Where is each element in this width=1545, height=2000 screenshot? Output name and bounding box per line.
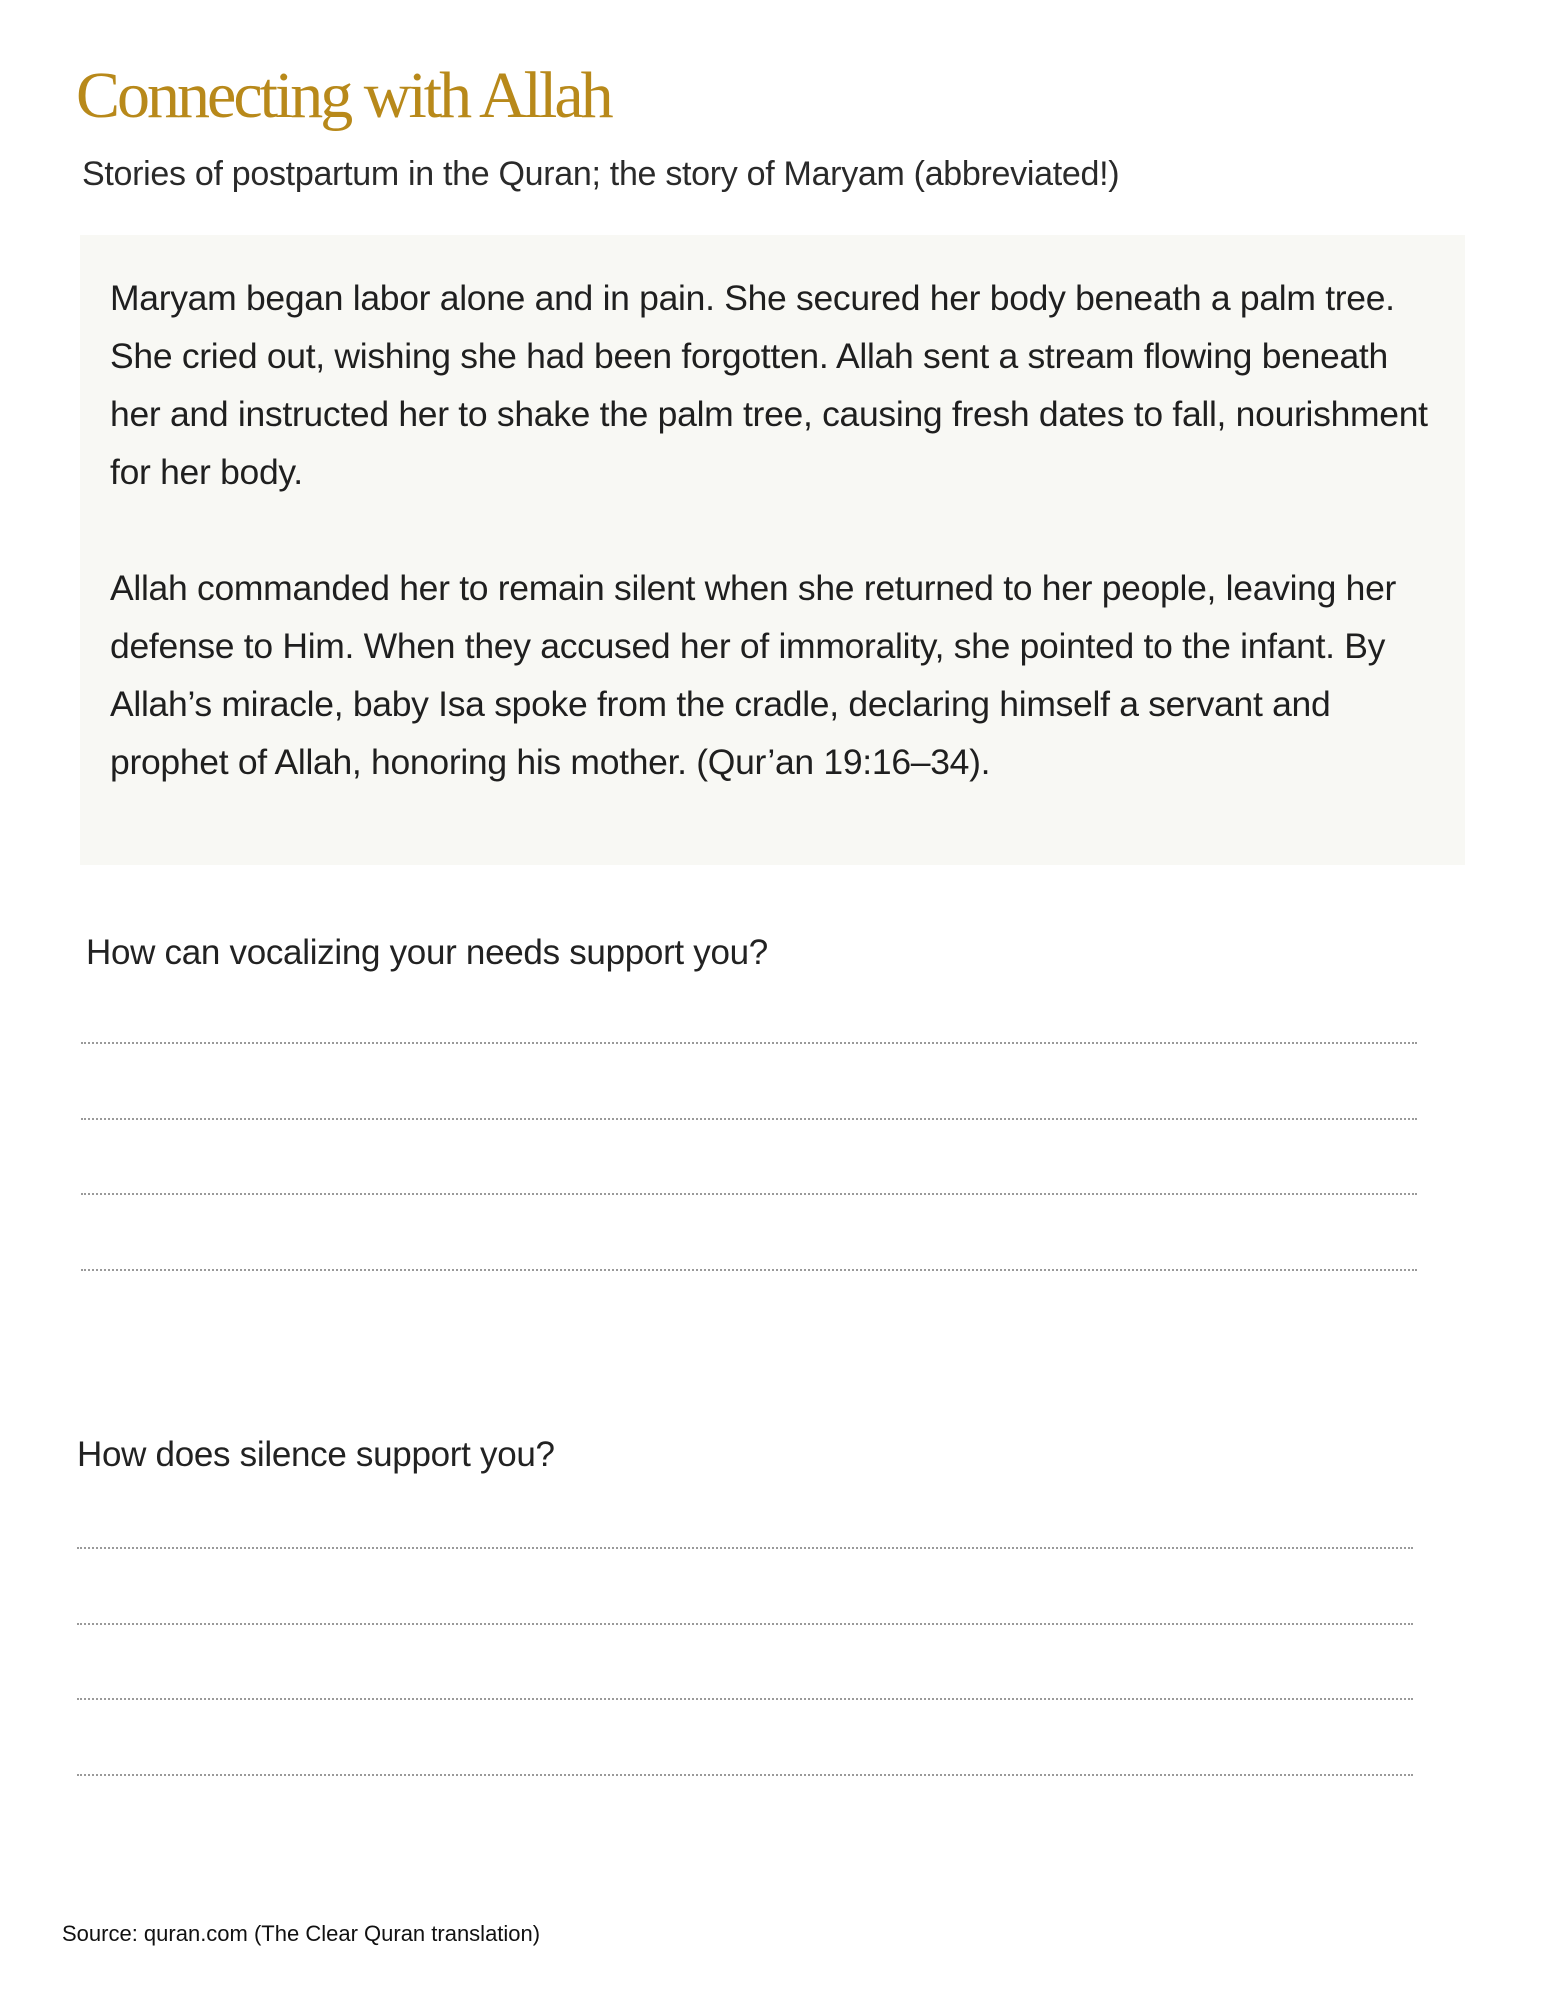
answer-line-q2-3[interactable] (77, 1698, 1413, 1700)
answer-line-q2-1[interactable] (77, 1547, 1413, 1549)
story-paragraph-2: Allah commanded her to remain silent when she returned to her people, leaving her defense to Him. When they accused her of immorality, she pointed to the infant. By Allah’s miracle, baby Isa spoke from the cradle, declaring himself a servant and prophet of Allah, honoring his mother. (Qur’an 19:16–34). (110, 568, 1397, 782)
page-subtitle: Stories of postpartum in the Quran; the story of Maryam (abbreviated!) (82, 155, 1120, 193)
story-paragraph-1: Maryam began labor alone and in pain. She secured her body beneath a palm tree. She cried out, wishing she had been forgotten. Allah sent a stream flowing beneath her and instructed her to shake the palm tree, causing fresh dates to fall, nourishment for her body. (110, 278, 1428, 492)
source-citation: Source: quran.com (The Clear Quran translation) (62, 1921, 541, 1946)
answer-line-q1-1[interactable] (81, 1042, 1417, 1044)
question-silence: How does silence support you? (77, 1435, 555, 1474)
answer-line-q2-4[interactable] (77, 1774, 1413, 1776)
story-box (80, 235, 1465, 865)
answer-line-q1-4[interactable] (81, 1269, 1417, 1271)
answer-line-q1-3[interactable] (81, 1193, 1417, 1195)
answer-line-q2-2[interactable] (77, 1623, 1413, 1625)
page-title: Connecting with Allah (76, 59, 611, 132)
question-vocalizing-needs: How can vocalizing your needs support you? (86, 933, 768, 972)
answer-line-q1-2[interactable] (81, 1118, 1417, 1120)
